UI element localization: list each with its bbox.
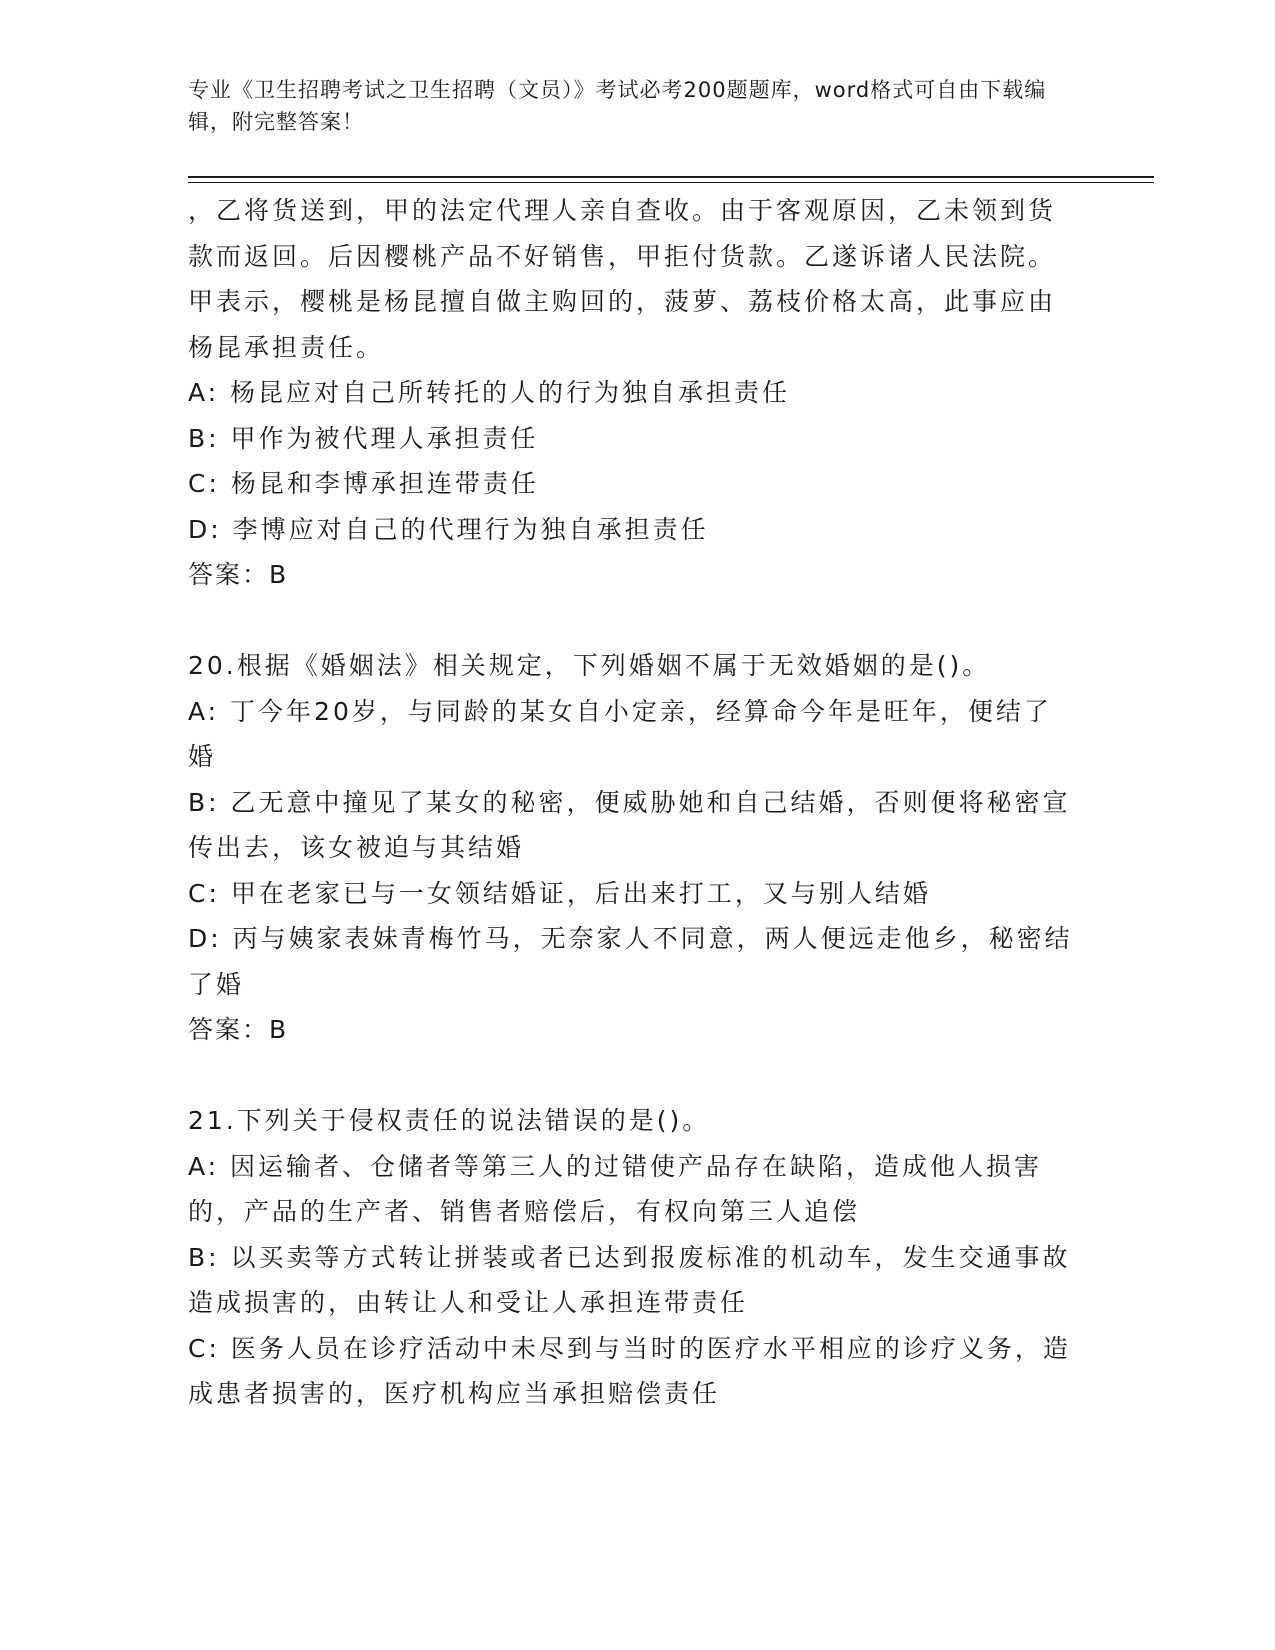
spacer (188, 1053, 1078, 1099)
question-19-option-c: C: 杨昆和李博承担连带责任 (188, 469, 539, 498)
document-body (188, 188, 1078, 1417)
spacer (188, 598, 1078, 644)
question-20-option-b: B: 乙无意中撞见了某女的秘密，便威胁她和自己结婚，否则便将秘密宣传出去，该女被迫与其结婚 (188, 787, 1071, 862)
question-21-option-c: C: 医务人员在诊疗活动中未尽到与当时的医疗水平相应的诊疗义务，造成患者损害的，医疗机构应当承担赔偿责任 (188, 1333, 1071, 1408)
question-20-option-a: A: 丁今年20岁，与同龄的某女自小定亲，经算命今年是旺年，便结了婚 (188, 696, 1052, 771)
question-19-option-a: A: 杨昆应对自己所转托的人的行为独自承担责任 (188, 378, 791, 407)
question-19-option-b: B: 甲作为被代理人承担责任 (188, 423, 539, 453)
question-20-option-d: D: 丙与姨家表妹青梅竹马，无奈家人不同意，两人便远走他乡，秘密结了婚 (188, 924, 1073, 999)
question-21 (188, 1098, 1078, 1417)
question-19 (188, 188, 1078, 598)
question-20-stem: 20.根据《婚姻法》相关规定，下列婚姻不属于无效婚姻的是()。 (188, 651, 991, 680)
question-19-continuation: ，乙将货送到，甲的法定代理人亲自查收。由于客观原因，乙未领到货款而返回。后因樱桃产品不好销售，甲拒付货款。乙遂诉诸人民法院。甲表示，樱桃是杨昆擅自做主购回的，菠萝、荔枝价格太高，此事应由杨昆承担责任。 (188, 196, 1057, 362)
question-19-option-d: D: 李博应对自己的代理行为独自承担责任 (188, 514, 709, 544)
page-header (188, 74, 1068, 138)
header-text: 专业《卫生招聘考试之卫生招聘（文员）》考试必考200题题库，word格式可自由下载编辑，附完整答案！ (188, 78, 1047, 134)
question-19-answer: 答案：B (188, 560, 289, 589)
question-20-answer: 答案：B (188, 1015, 289, 1044)
question-21-stem: 21.下列关于侵权责任的说法错误的是()。 (188, 1106, 711, 1135)
question-21-option-a: A: 因运输者、仓储者等第三人的过错使产品存在缺陷，造成他人损害的，产品的生产者、销售者赔偿后，有权向第三人追偿 (188, 1151, 1043, 1226)
question-20-option-c: C: 甲在老家已与一女领结婚证，后出来打工，又与别人结婚 (188, 878, 931, 908)
header-divider-thin (188, 182, 1154, 183)
question-20 (188, 643, 1078, 1053)
header-divider (188, 176, 1154, 178)
question-21-option-b: B: 以买卖等方式转让拼装或者已达到报废标准的机动车，发生交通事故造成损害的，由转让人和受让人承担连带责任 (188, 1242, 1071, 1317)
